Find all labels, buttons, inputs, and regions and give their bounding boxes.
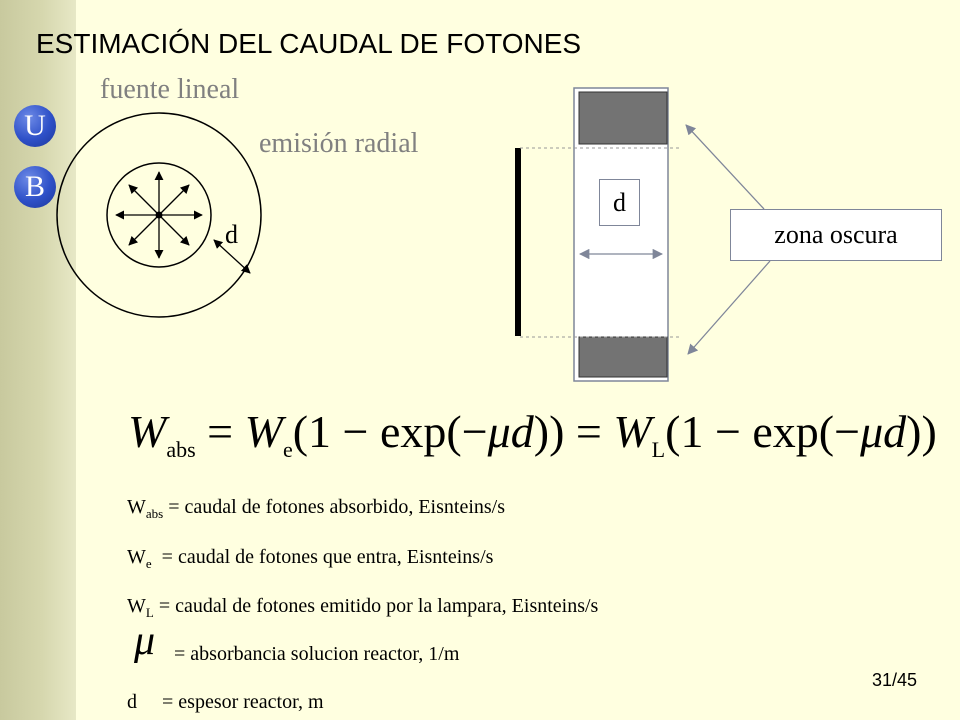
definition-w-e: $W_e$ = caudal de fotones que entra, Eisnteins/s [127,546,494,571]
dark-zone-bottom [579,337,667,377]
pointer-arrow-bottom [688,261,770,354]
label-emision-radial: emisión radial [259,128,419,159]
definition-w-l: $W_L$ = caudal de fotones emitido por la lampara, Eisnteins/s [127,595,599,620]
definition-d: d = espesor reactor, m [127,691,324,713]
slide-title: ESTIMACIÓN DEL CAUDAL DE FOTONES [36,28,582,59]
definition-mu: = absorbancia solucion reactor, 1/m [174,643,460,665]
radial-emission-arrows [116,172,202,258]
logo-letter-u: U [14,105,56,147]
dark-zone-label: zona oscura [730,209,942,261]
page-number: 31/45 [872,670,918,690]
annular-reactor-top-view [57,113,261,317]
logo-letter-b: B [14,166,56,208]
definition-w-abs: $W_{abs}$ = caudal de fotones absorbido, Eisnteins/s [127,496,506,521]
pointer-arrow-top [686,125,764,209]
photon-flow-equation: $W_{abs} = W_e(1 - \exp(-\mu d)) = W_L(1 - \exp(-\mu d))$ [128,406,937,463]
left-thickness-label: d [225,220,238,249]
definition-mu-symbol: μ [134,618,156,664]
dark-zone-top [579,92,667,144]
right-thickness-label: d [599,179,640,226]
label-fuente-lineal: fuente lineal [100,74,240,105]
